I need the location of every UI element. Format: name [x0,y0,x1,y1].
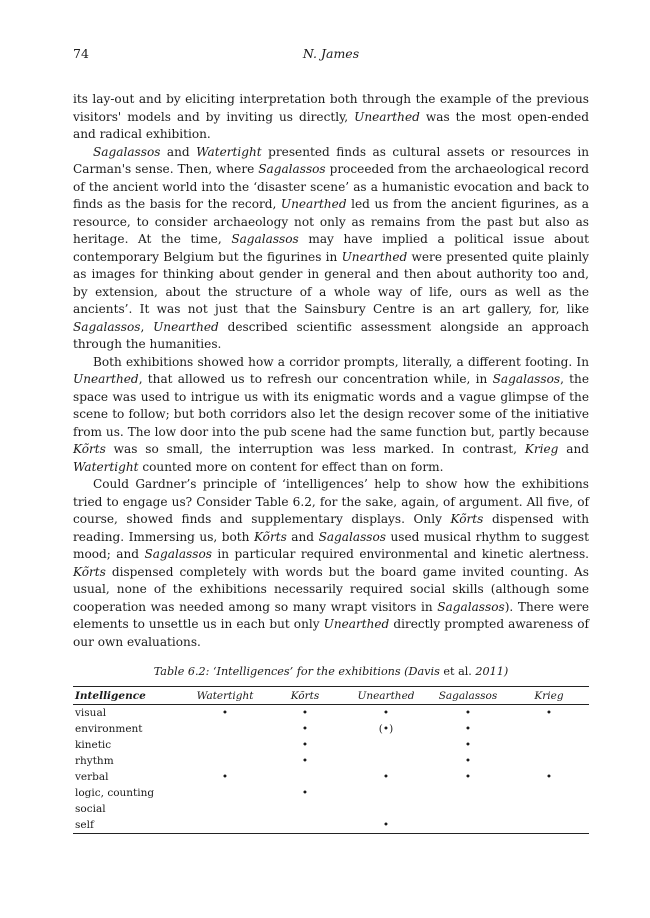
text-run: dispensed completely with words but the board game invited counting. As usual, none of the exhibitions necessarily required social skills (although some cooperation was needed among so many wrapt visitors in [73,564,589,614]
row-label: social [75,803,106,815]
italic-run: Sagalassos [492,372,561,386]
text-run: its lay-out and by eliciting interpretation both through the example of the previous visitors' models and by inviting us directly, [73,92,589,124]
paragraph-2 [73,144,589,354]
table-cell: • [221,771,229,783]
table-cell: • [221,707,229,719]
column-header-korts: Kõrts [265,687,345,705]
italic-run: Kõrts [450,512,484,526]
text-run: directly prompted awareness of our own evaluations. [73,617,589,649]
italic-run: Sagalassos [437,599,505,614]
table-cell [265,769,345,785]
italic-run: Sagalassos [258,162,326,176]
table-cell: • [301,707,309,719]
italic-run: Krieg [524,442,559,456]
paragraph-3 [73,354,589,477]
row-label: environment [75,723,143,735]
column-header-intelligence: Intelligence [73,687,185,705]
column-header-krieg: Krieg [509,687,589,705]
row-label: logic, counting [75,787,155,799]
text-run: , that allowed us to refresh our concentration while, in [138,372,493,386]
table-cell [185,817,265,834]
italic-run: Sagalassos [144,547,212,561]
row-label: visual [75,707,107,719]
italic-run: Unearthed [153,319,219,334]
table-header-row [73,687,589,705]
italic-run: Unearthed [341,249,408,264]
table-cell [427,801,509,817]
text-run: dispensed with reading. Immersing us, both [73,512,590,544]
table-cell [185,801,265,817]
table-cell: • [382,707,390,719]
table-cell [509,817,589,834]
paragraph-4 [73,476,589,651]
text-run: was so small, the interruption was less marked. In contrast, [105,442,525,456]
italic-run: Watertight [73,459,139,474]
text-run: and [558,442,589,456]
row-label: kinetic [75,739,112,751]
italic-run: Unearthed [280,197,347,211]
text-run: was the most open-ended and radical exhibition. [73,109,589,141]
table-cell [427,817,509,834]
text-run: and [286,529,319,544]
table-cell [265,801,345,817]
table-cell [345,737,427,753]
table-cell: (•) [378,723,394,735]
italic-run: Kõrts [73,442,106,456]
row-label: verbal [75,771,109,783]
table-cell: • [464,707,472,719]
caption-etal: et al. [443,665,472,678]
table-cell [509,721,589,737]
italic-run: Unearthed [323,617,390,631]
italic-run: Kõrts [73,564,106,579]
text-run: were presented quite plainly as images for thinking about gender in general and then about authority too and, by extension, about the structure of a whole way of life, ours as well as the ancients’. It was not just that the Sainsbury Centre is an art gallery, for, like [73,249,589,316]
table-row [73,769,589,785]
running-head: N. James [302,46,360,61]
table-cell [185,737,265,753]
table-cell: • [464,739,472,751]
table-cell: • [464,723,472,735]
caption-main: Table 6.2: ‘Intelligences’ for the exhibitions (Davis [153,665,444,678]
table-row [73,785,589,801]
italic-run: Sagalassos [73,319,141,334]
table-cell: • [382,771,390,783]
table-cell: • [545,707,553,719]
table-cell [345,785,427,801]
table-cell: • [301,739,309,751]
italic-run: Watertight [196,144,262,159]
text-run: presented finds as cultural assets or resources in Carman's sense. Then, where [73,144,589,176]
text-run: in particular required environmental and kinetic alertness. [211,547,589,561]
table-cell: • [464,771,472,783]
text-run: , the space was used to intrigue us with its enigmatic words and a vague glimpse of the scene to follow; but both corridors also let the design recover some of the initiative from us. The low door into the pub scene had the same function but, partly because [73,372,589,439]
text-run: proceeded from the archaeological record of the ancient world into the ‘disaster scene’ as a humanistic evocation and back to finds as the basis for the record, [73,162,589,211]
paragraph-1 [73,91,589,144]
caption-year: 2011) [471,665,509,678]
text-run: and [160,144,197,159]
table-cell: • [301,723,309,735]
table-cell [265,817,345,834]
table-cell [509,737,589,753]
text-run: counted more on content for effect than on form. [138,459,444,474]
table-cell [509,753,589,769]
table-cell [345,801,427,817]
table-cell [185,785,265,801]
table-cell: • [545,771,553,783]
table-caption [73,665,589,678]
table-row [73,817,589,834]
table-cell: • [464,755,472,767]
intelligences-table [73,686,589,834]
column-header-unearthed: Unearthed [345,687,427,705]
table-row [73,705,589,722]
text-run: Could Gardner’s principle of ‘intelligences’ help to show how the exhibitions tried to engage us? Consider Table 6.2, for the sake, again, of argument. All five, of course, showed finds and supplementary displays. Only [73,477,589,526]
table-cell [185,753,265,769]
table-body [73,705,589,834]
text-run: led us from the ancient figurines, as a resource, to consider archaeology not only as remains from the past but also as heritage. At the time, [73,197,589,246]
italic-run: Unearthed [354,109,420,124]
page-number: 74 [73,46,89,61]
table-cell [509,785,589,801]
text-run: Both exhibitions showed how a corridor prompts, literally, a different footing. In [93,354,589,369]
text-run: may have implied a political issue about contemporary Belgium but the figurines in [73,232,590,264]
table-cell [345,753,427,769]
italic-run: Kõrts [253,529,287,544]
text-run: used musical rhythm to suggest mood; and [73,529,589,561]
text-run: described scientific assessment alongside an approach through the humanities. [73,319,589,351]
column-header-sagalassos: Sagalassos [427,687,509,705]
italic-run: Sagalassos [231,232,299,246]
body-text [73,91,589,651]
table-cell [509,801,589,817]
table-cell [427,785,509,801]
page-header [73,46,589,62]
table-row [73,801,589,817]
row-label: self [73,817,185,834]
table-row [73,753,589,769]
column-header-watertight: Watertight [185,687,265,705]
table-cell: • [301,787,309,799]
italic-run: Sagalassos [93,144,161,159]
italic-run: Sagalassos [318,529,386,544]
table-row [73,721,589,737]
table-cell [185,721,265,737]
table-cell: • [301,755,309,767]
text-run: , [140,319,154,334]
row-label: rhythm [75,755,114,767]
table-row [73,737,589,753]
text-run: ). There were elements to unsettle us in each but only [73,599,589,631]
italic-run: Unearthed [73,372,139,386]
table-cell: • [345,817,427,834]
